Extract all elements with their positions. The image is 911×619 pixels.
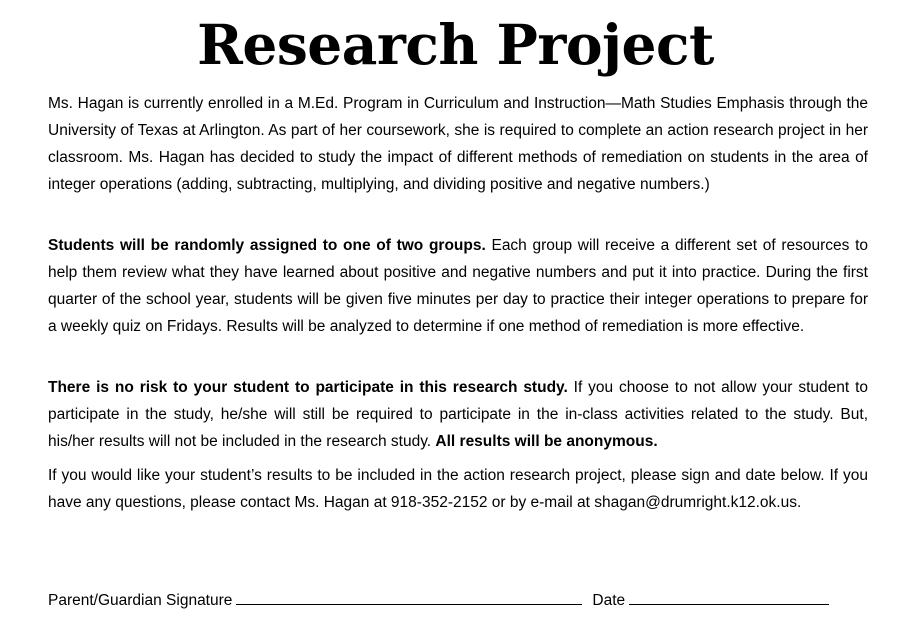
page-title: Research Project [197, 12, 714, 77]
groups-bold-lead: Students will be randomly assigned to one of two groups. [48, 237, 486, 254]
signature-row [48, 590, 829, 612]
intro-paragraph: Ms. Hagan is currently enrolled in a M.Ed. Program in Curriculum and Instruction—Math Studies Emphasis through the University of Texas at Arlington. As part of her coursework, she is required to complete an action research project in her classroom. Ms. Hagan has decided to study the impact of different methods of remediation on students in the area of integer operations (adding, subtracting, multiplying, and dividing positive and negative numbers.) [48, 95, 868, 193]
signature-line [236, 590, 582, 605]
groups-text: Each group will receive a different set of resources to help them review what they have learned about positive and negative numbers and put it into practice. During the first quarter of the school year, students will be given five minutes per day to practice their integer operations to prepare for a weekly quiz on Fridays. Results will be analyzed to determine if one method of remediation is more effective. [48, 237, 868, 335]
risk-paragraph [48, 374, 868, 455]
anonymous-statement: All results will be anonymous. [435, 433, 658, 450]
groups-paragraph [48, 232, 868, 340]
signature-label: Parent/Guardian Signature [48, 592, 233, 609]
contact-paragraph: If you would like your student’s results to be included in the action research project, please sign and date below. If you have any questions, please contact Ms. Hagan at 918-352-2152 or by e-mail at shagan@drumright.k12.ok.us. [48, 467, 868, 511]
risk-text: If you choose to not allow your student to participate in the study, he/she will still be required to participate in the in-class activities related to the study. But, his/her results will not be included in the research study. [48, 379, 868, 450]
date-line [629, 590, 829, 605]
date-label: Date [592, 592, 626, 609]
risk-bold-lead: There is no risk to your student to participate in this research study. [48, 379, 568, 396]
